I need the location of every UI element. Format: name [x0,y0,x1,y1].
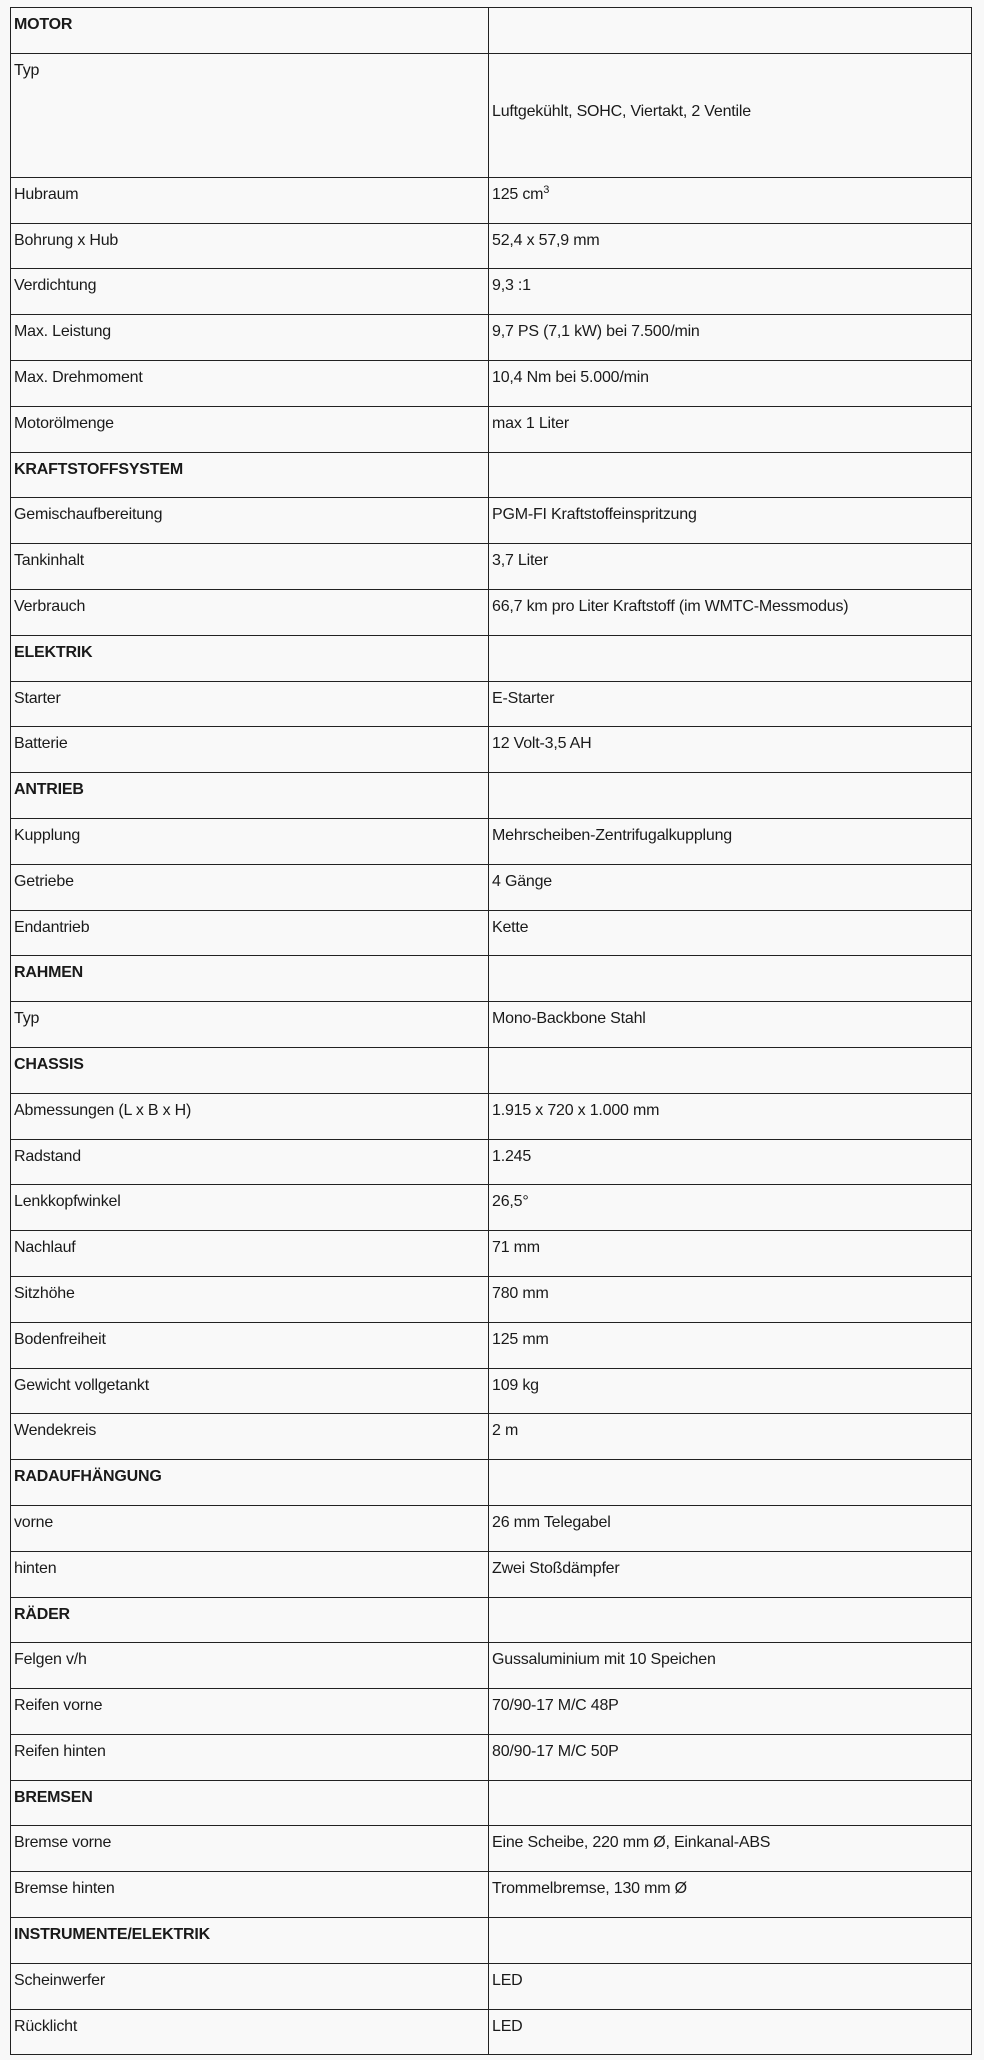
spec-value-text: 70/90-17 M/C 48P [492,1697,619,1715]
spec-row [11,1002,972,1048]
spec-label: Wendekreis [11,1414,489,1460]
spec-value [489,1231,972,1277]
spec-label: Rücklicht [11,2009,489,2055]
spec-label: Nachlauf [11,1231,489,1277]
section-header-row [11,1047,972,1093]
spec-row [11,269,972,315]
spec-row [11,681,972,727]
spec-row [11,864,972,910]
section-value-empty [489,1918,972,1964]
section-header-row [11,635,972,681]
spec-value [489,360,972,406]
spec-label: Bremse vorne [11,1826,489,1872]
spec-label: Max. Drehmoment [11,360,489,406]
spec-value [489,1734,972,1780]
spec-label: Hubraum [11,177,489,223]
section-header-row [11,452,972,498]
section-value-empty [489,1460,972,1506]
spec-value-text: 71 mm [492,1239,540,1257]
spec-value-text: 9,3 :1 [492,277,531,295]
spec-label: Getriebe [11,864,489,910]
spec-value [489,681,972,727]
spec-row [11,1826,972,1872]
spec-label: Bohrung x Hub [11,223,489,269]
specifications-table-body [11,8,972,2055]
spec-label: Gewicht vollgetankt [11,1368,489,1414]
section-header-row [11,956,972,1002]
spec-value [489,727,972,773]
spec-value-text: Trommelbremse, 130 mm Ø [492,1880,687,1898]
spec-row [11,406,972,452]
spec-row [11,1643,972,1689]
spec-row [11,1276,972,1322]
section-title: ELEKTRIK [11,635,489,681]
spec-row [11,544,972,590]
spec-label: Reifen hinten [11,1734,489,1780]
spec-value [489,1505,972,1551]
spec-value [489,1826,972,1872]
spec-label: Batterie [11,727,489,773]
spec-label: Radstand [11,1139,489,1185]
unit-superscript: 3 [543,183,550,196]
spec-value [489,1002,972,1048]
spec-row [11,818,972,864]
spec-row [11,1414,972,1460]
spec-row [11,1185,972,1231]
spec-value-text: E-Starter [492,689,555,707]
spec-value [489,818,972,864]
section-title: INSTRUMENTE/ELEKTRIK [11,1918,489,1964]
spec-row [11,2009,972,2055]
spec-value-text: 109 kg [492,1376,539,1394]
spec-label: Bremse hinten [11,1872,489,1918]
spec-label: Reifen vorne [11,1689,489,1735]
spec-value-text: 80/90-17 M/C 50P [492,1742,619,1760]
spec-value-text: 10,4 Nm bei 5.000/min [492,368,649,386]
section-title: BREMSEN [11,1780,489,1826]
spec-row [11,1551,972,1597]
spec-value-text: 125 mm [492,1330,549,1348]
spec-value-text: 2 m [492,1422,519,1440]
spec-value-text: Mehrscheiben-Zentrifugalkupplung [492,826,732,844]
spec-row [11,910,972,956]
section-header-row [11,773,972,819]
section-value-empty [489,8,972,54]
section-value-empty [489,452,972,498]
spec-value-text: 12 Volt-3,5 AH [492,735,592,753]
section-title: MOTOR [11,8,489,54]
section-value-empty [489,635,972,681]
section-value-empty [489,1047,972,1093]
spec-row [11,177,972,223]
spec-label: Verdichtung [11,269,489,315]
spec-value-text: 9,7 PS (7,1 kW) bei 7.500/min [492,323,700,341]
spec-value-text: 125 cm [492,185,544,203]
spec-value-text: 780 mm [492,1284,549,1302]
spec-value [489,1414,972,1460]
spec-label: Bodenfreiheit [11,1322,489,1368]
spec-row [11,1139,972,1185]
spec-value-text: Mono-Backbone Stahl [492,1010,646,1028]
specifications-table [10,7,972,2055]
spec-value-text: 26,5° [492,1193,529,1211]
spec-value [489,406,972,452]
spec-label: Verbrauch [11,589,489,635]
spec-value-text: LED [492,1971,523,1989]
spec-value-text: 66,7 km pro Liter Kraftstoff (im WMTC-Messmodus) [492,597,849,615]
spec-value-text: LED [492,2017,523,2035]
spec-row [11,223,972,269]
section-value-empty [489,1597,972,1643]
section-header-row [11,8,972,54]
spec-value [489,269,972,315]
section-header-row [11,1597,972,1643]
spec-label: Lenkkopfwinkel [11,1185,489,1231]
spec-row [11,727,972,773]
spec-label: Sitzhöhe [11,1276,489,1322]
spec-label: Max. Leistung [11,315,489,361]
spec-value-text: Eine Scheibe, 220 mm Ø, Einkanal-ABS [492,1834,771,1852]
spec-value-text: Gussaluminium mit 10 Speichen [492,1651,716,1669]
section-header-row [11,1780,972,1826]
spec-label: Typ [11,1002,489,1048]
spec-row [11,1368,972,1414]
spec-row [11,1231,972,1277]
spec-value [489,1963,972,2009]
spec-row [11,53,972,177]
spec-value [489,1322,972,1368]
spec-row [11,1872,972,1918]
spec-value [489,589,972,635]
spec-value-text: 26 mm Telegabel [492,1513,611,1531]
spec-value [489,315,972,361]
spec-value-text: 52,4 x 57,9 mm [492,231,600,249]
section-title: RADAUFHÄNGUNG [11,1460,489,1506]
spec-value [489,1276,972,1322]
section-title: ANTRIEB [11,773,489,819]
spec-label: Abmessungen (L x B x H) [11,1093,489,1139]
spec-value-text: 4 Gänge [492,872,552,890]
spec-value [489,53,972,177]
spec-value [489,544,972,590]
spec-label: Gemischaufbereitung [11,498,489,544]
spec-value [489,177,972,223]
section-title: RAHMEN [11,956,489,1002]
spec-row [11,1734,972,1780]
spec-row [11,1322,972,1368]
spec-value [489,2009,972,2055]
section-title: KRAFTSTOFFSYSTEM [11,452,489,498]
spec-value-text: Luftgekühlt, SOHC, Viertakt, 2 Ventile [492,103,751,121]
spec-value [489,1139,972,1185]
spec-label: Starter [11,681,489,727]
spec-value-text: Zwei Stoßdämpfer [492,1559,620,1577]
spec-value-text: PGM-FI Kraftstoffeinspritzung [492,506,697,524]
spec-row [11,589,972,635]
section-value-empty [489,773,972,819]
section-header-row [11,1460,972,1506]
section-header-row [11,1918,972,1964]
spec-label: vorne [11,1505,489,1551]
spec-value [489,1093,972,1139]
spec-row [11,1963,972,2009]
spec-value-text: max 1 Liter [492,414,569,432]
spec-row [11,1689,972,1735]
spec-value-text: 1.915 x 720 x 1.000 mm [492,1101,660,1119]
spec-value [489,864,972,910]
spec-row [11,315,972,361]
spec-label: Tankinhalt [11,544,489,590]
spec-value [489,1368,972,1414]
spec-label: Typ [11,53,489,177]
spec-label: Felgen v/h [11,1643,489,1689]
spec-value [489,1643,972,1689]
spec-value-text: 3,7 Liter [492,552,549,570]
spec-label: Kupplung [11,818,489,864]
section-value-empty [489,1780,972,1826]
spec-label: Scheinwerfer [11,1963,489,2009]
spec-value [489,910,972,956]
section-title: RÄDER [11,1597,489,1643]
spec-label: Endantrieb [11,910,489,956]
spec-value [489,1872,972,1918]
spec-value [489,1185,972,1231]
spec-row [11,360,972,406]
spec-value [489,498,972,544]
spec-label: Motorölmenge [11,406,489,452]
section-title: CHASSIS [11,1047,489,1093]
spec-label: hinten [11,1551,489,1597]
spec-value-text: Kette [492,918,529,936]
spec-value [489,1551,972,1597]
section-value-empty [489,956,972,1002]
spec-value [489,1689,972,1735]
spec-value-text: 1.245 [492,1147,532,1165]
spec-value [489,223,972,269]
spec-row [11,498,972,544]
spec-row [11,1093,972,1139]
spec-row [11,1505,972,1551]
